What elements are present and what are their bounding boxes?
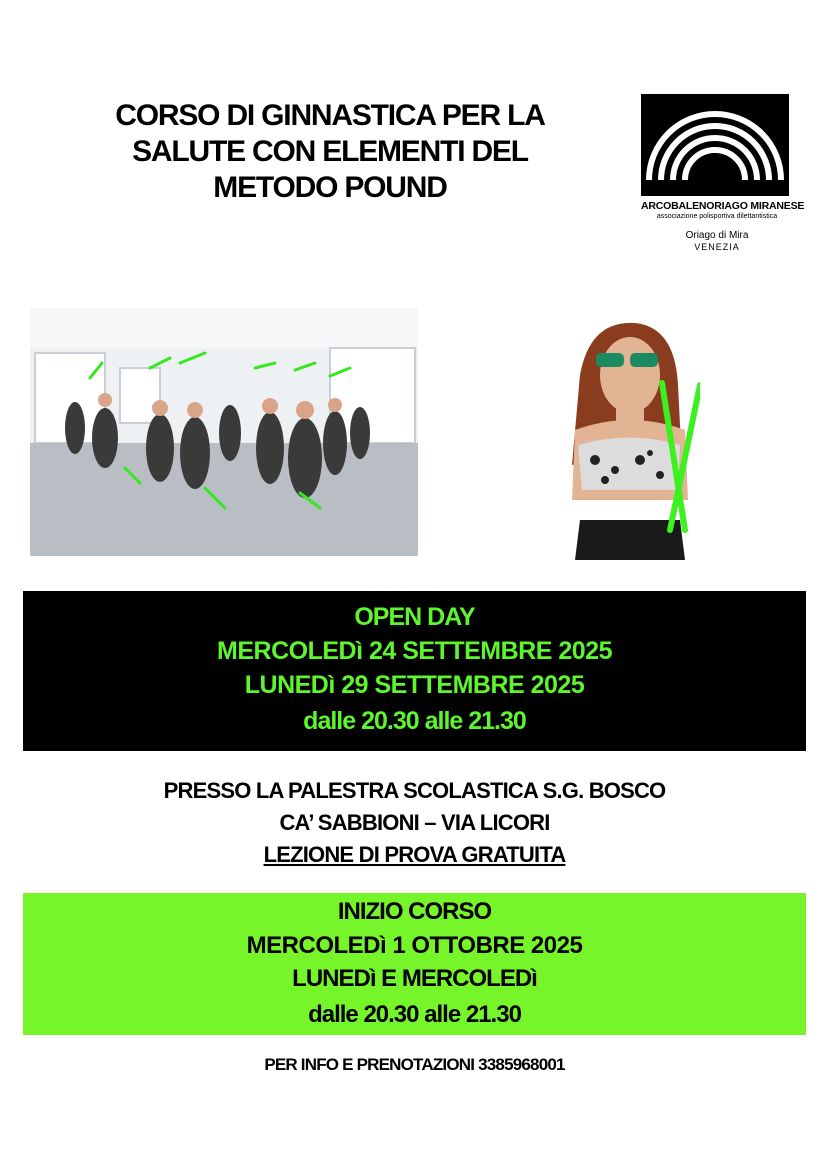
rainbow-logo-icon — [641, 94, 789, 196]
open-day-date-2: LUNEDì 29 SETTEMBRE 2025 — [244, 671, 585, 699]
class-photo — [30, 308, 418, 556]
open-day-date-1: MERCOLEDì 24 SETTEMBRE 2025 — [217, 637, 612, 665]
contact-info: PER INFO E PRENOTAZIONI 3385968001 — [264, 1055, 565, 1074]
course-start-banner — [23, 893, 806, 1035]
title-line-2: SALUTE CON ELEMENTI DEL — [132, 135, 528, 168]
title-line-3: METODO POUND — [213, 171, 447, 204]
free-trial-lesson: LEZIONE DI PROVA GRATUITA — [263, 842, 566, 867]
course-days: LUNEDì E MERCOLEDì — [292, 965, 537, 992]
venue-address: CA’ SABBIONI – VIA LICORI — [279, 810, 550, 835]
club-logo — [641, 94, 805, 252]
club-location: Oriago di Mira — [685, 230, 749, 241]
course-time: dalle 20.30 alle 21.30 — [308, 1001, 521, 1028]
open-day-banner — [23, 591, 806, 751]
course-heading: INIZIO CORSO — [337, 898, 492, 925]
club-name: ARCOBALENORIAGO MIRANESE — [641, 200, 805, 212]
course-start-date: MERCOLEDì 1 OTTOBRE 2025 — [246, 932, 583, 959]
instructor-photo — [560, 315, 700, 560]
club-subtitle: associazione polisportiva dilettantistica — [656, 213, 778, 220]
open-day-time: dalle 20.30 alle 21.30 — [303, 707, 526, 735]
title-line-1: CORSO DI GINNASTICA PER LA — [115, 99, 545, 132]
venue-info — [23, 775, 806, 871]
open-day-heading: OPEN DAY — [354, 603, 475, 631]
flyer-title — [40, 98, 620, 206]
club-city: VENEZIA — [694, 242, 740, 252]
venue-gym: PRESSO LA PALESTRA SCOLASTICA S.G. BOSCO — [163, 778, 666, 803]
